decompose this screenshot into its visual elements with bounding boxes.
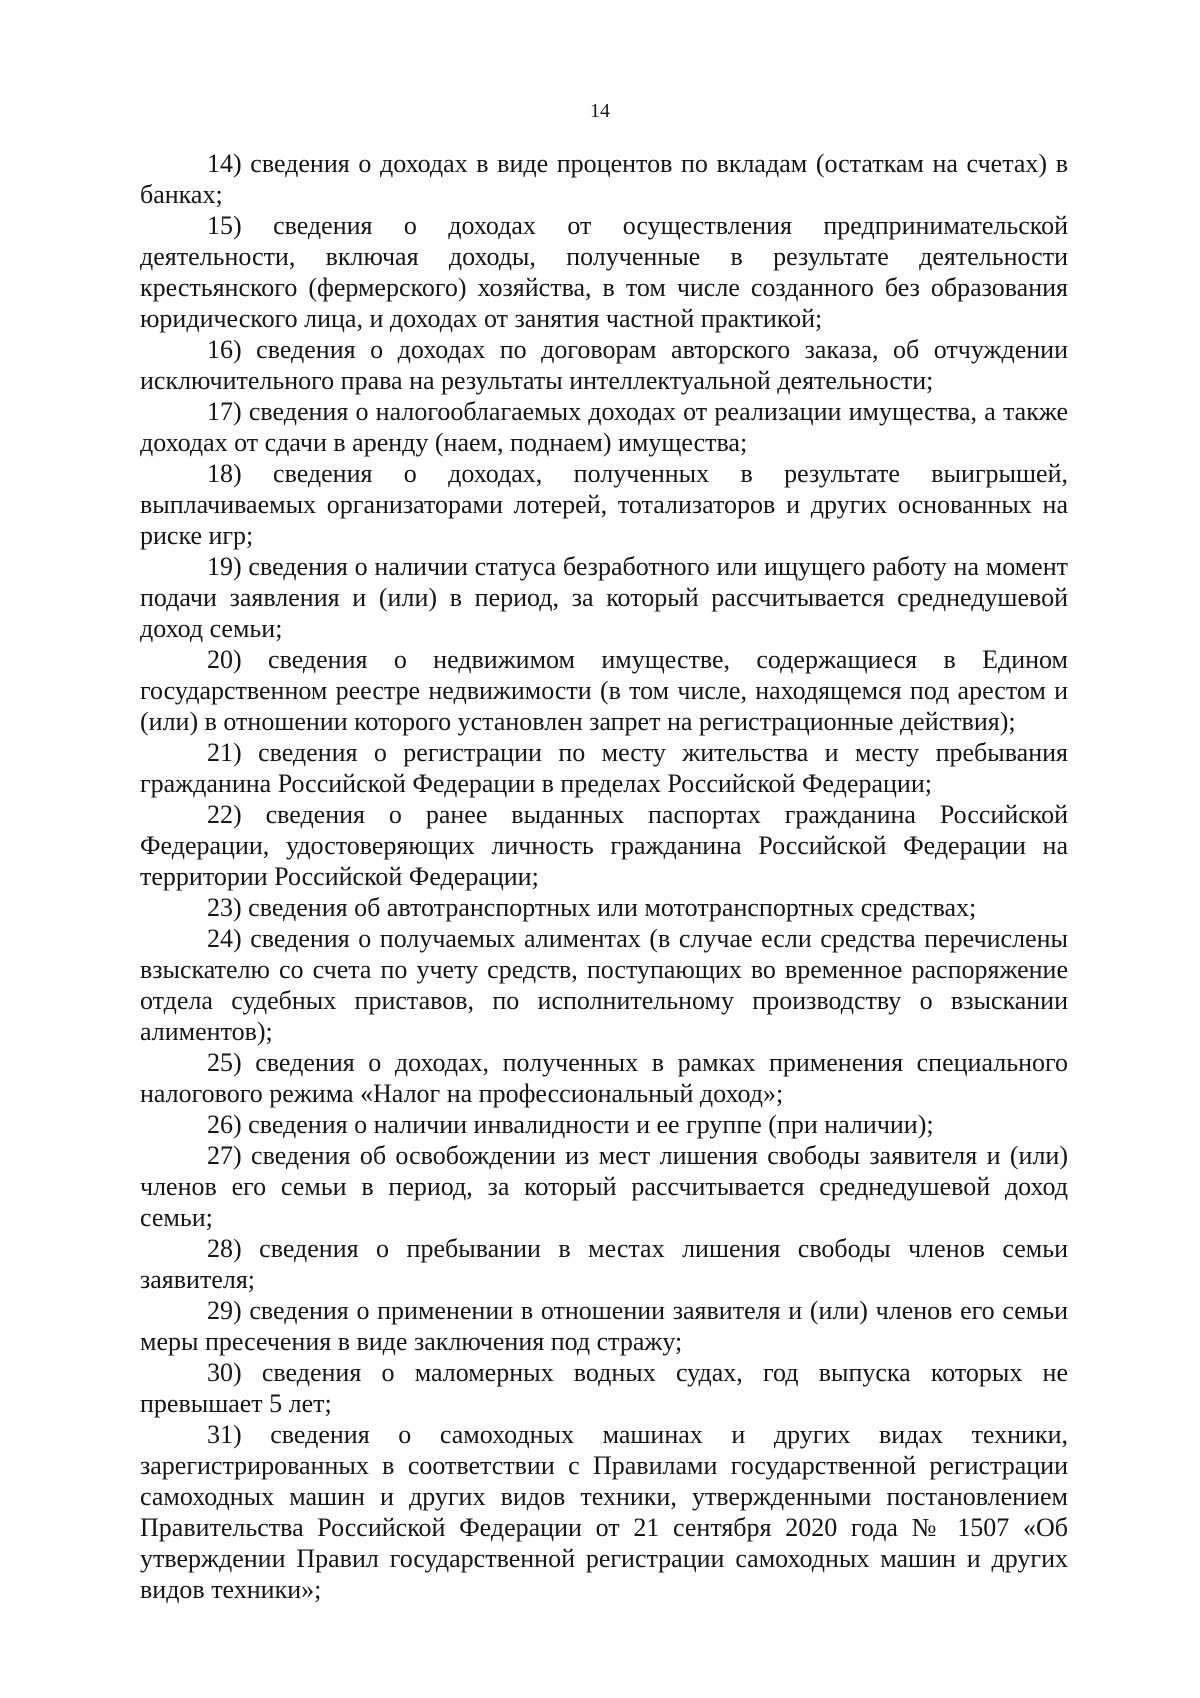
page-number: 14 xyxy=(590,100,610,122)
list-item: 22) сведения о ранее выданных паспортах гражданина Российской Федерации, удостоверяющих личность гражданина Российской Федерации на территории Российской Федерации; xyxy=(140,800,1068,891)
list-item: 23) сведения об автотранспортных или мототранспортных средствах; xyxy=(207,893,977,922)
list-item: 17) сведения о налогооблагаемых доходах от реализации имущества, а также доходах от сдачи в аренду (наем, поднаем) имущества; xyxy=(140,397,1068,457)
list-item: 28) сведения о пребывании в местах лишения свободы членов семьи заявителя; xyxy=(140,1234,1068,1294)
list-item: 24) сведения о получаемых алиментах (в случае если средства перечислены взыскателю со счета по учету средств, поступающих во временное распоряжение отдела судебных приставов, по исполнительному производству о взыскании алиментов); xyxy=(140,924,1068,1046)
list-item: 30) сведения о маломерных водных судах, год выпуска которых не превышает 5 лет; xyxy=(140,1358,1068,1418)
list-item: 15) сведения о доходах от осуществления предпринимательской деятельности, включая доходы, полученные в результате деятельности крестьянского (фермерского) хозяйства, в том числе созданного без образования юридического лица, и доходах от занятия частной практикой; xyxy=(140,211,1068,333)
list-item: 31) сведения о самоходных машинах и других видах техники, зарегистрированных в соответствии с Правилами государственной регистрации самоходных машин и других видов техники, утвержденными постановлением Правительства Российской Федерации от 21 сентября 2020 года № 1507 «Об утверждении Правил государственной регистрации самоходных машин и других видов техники»; xyxy=(140,1420,1068,1604)
list-item: 29) сведения о применении в отношении заявителя и (или) членов его семьи меры пресечения в виде заключения под стражу; xyxy=(140,1296,1068,1356)
list-item: 18) сведения о доходах, полученных в результате выигрышей, выплачиваемых организаторами лотерей, тотализаторов и других основанных на риске игр; xyxy=(140,459,1068,550)
list-item: 20) сведения о недвижимом имуществе, содержащиеся в Едином государственном реестре недвижимости (в том числе, находящемся под арестом и (или) в отношении которого установлен запрет на регистрационные действия); xyxy=(140,645,1068,736)
list-item: 19) сведения о наличии статуса безработного или ищущего работу на момент подачи заявления и (или) в период, за который рассчитывается среднедушевой доход семьи; xyxy=(140,552,1068,643)
list-item: 25) сведения о доходах, полученных в рамках применения специального налогового режима «Налог на профессиональный доход»; xyxy=(140,1048,1068,1108)
list-item: 14) сведения о доходах в виде процентов по вкладам (остаткам на счетах) в банках; xyxy=(140,149,1068,209)
list-item: 21) сведения о регистрации по месту жительства и месту пребывания гражданина Российской Федерации в пределах Российской Федерации; xyxy=(140,738,1068,798)
document-body xyxy=(140,148,1068,1605)
list-item: 16) сведения о доходах по договорам авторского заказа, об отчуждении исключительного права на результаты интеллектуальной деятельности; xyxy=(140,335,1068,395)
list-item: 27) сведения об освобождении из мест лишения свободы заявителя и (или) членов его семьи в период, за который рассчитывается среднедушевой доход семьи; xyxy=(140,1141,1068,1232)
list-item: 26) сведения о наличии инвалидности и ее группе (при наличии); xyxy=(207,1110,934,1139)
